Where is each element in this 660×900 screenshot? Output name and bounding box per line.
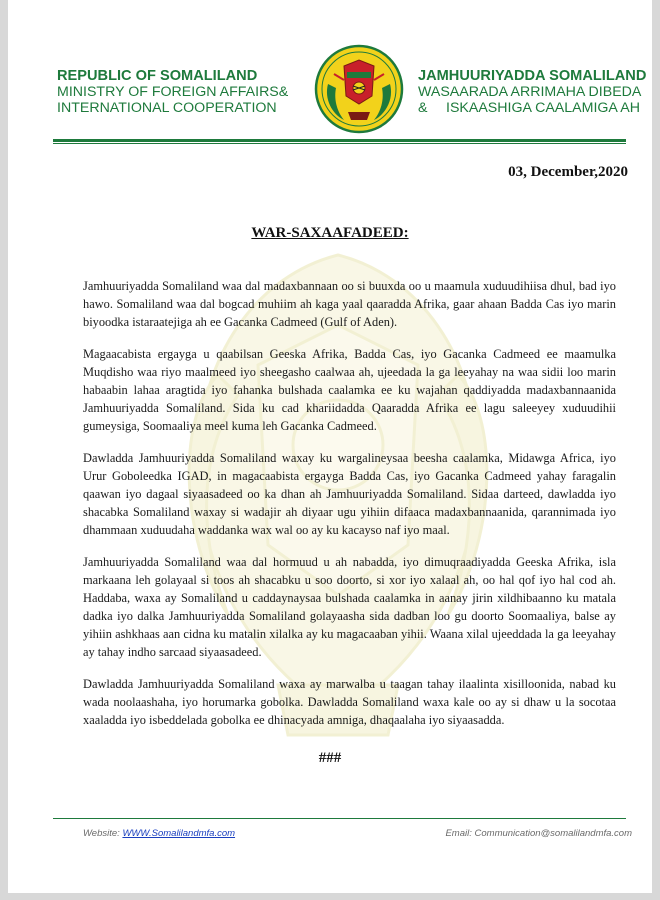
header-somali-block <box>418 68 652 116</box>
header-ministry-name-somali-cont: ISKAASHIGA CAALAMIGA AH <box>446 100 640 116</box>
paragraph: Magaacabista ergayga u qaabilsan Geeska Afrika, Badda Cas, iyo Gacanka Cadmeed ee maamulka Muqdisho waa riyo maalmeed iyo sheegasho caalwaa ah, ujeedada la ga leeyahay na waa sidii loo marin habaabin lahaa aragtida iyo fahanka bulshada caalamka ee ku wajahan qaddiyadda madaxbannaanida Jamhuuriyadda Somaliland. Sida ku cad khariidadda Qaaradda Afrika ee lagu saleeyey xuduudihii gumeysiga, Soomaaliya meel kuma leh Gacanka Cadmeed. <box>83 347 616 433</box>
paragraph: Jamhuuriyadda Somaliland waa dal hormuud u ah nabadda, iyo dimuqraadiyadda Geeska Afrika, isla markaana leh golayaal si toos ah shacabku u soo doorto, si xor iyo xalaal ah, oo hal qof iyo hal cod ah. Haddaba, waxa ay Somaliland u caddaynaysaa bulshada caalamka in aanay jirin xildhibaanno ku matala dadka iyo dalka Jamhuuriyadda Somaliland golayaasha sida dadban loo gu doorto Soomaaliya, balse ay yihiin ashkhaas aan cidna ku matalin xilalka ay ku magacaaban yihii. Waana xilal ujeeddada la ga leeyahay ay tahay indho sarcaad siyaasadeed. <box>83 555 616 659</box>
document-body <box>83 277 616 743</box>
footer-divider <box>53 818 626 819</box>
letter-page <box>8 0 652 893</box>
header-ministry-name-cont: INTERNATIONAL COOPERATION <box>57 100 277 116</box>
header-ampersand: & <box>418 100 428 116</box>
paragraph: Jamhuuriyadda Somaliland waa dal madaxbannaan oo si buuxda oo u maamula xuduudihiisa dhul, bad iyo hawo. Somaliland waa dal bogcad muhiim ah kaga yaal qaaradda Afrika, gaar ahaan Badda Cas iyo marin biyoodka istaraatejiga ah ee Gacanka Cadmeed (Gulf of Aden). <box>83 279 616 329</box>
footer-website <box>83 828 235 839</box>
header-divider-thick <box>53 139 626 142</box>
paragraph: Dawladda Jamhuuriyadda Somaliland waxa ay marwalba u taagan tahay ilaalinta xisilloonida, nabad ku wada noolaashaha, iyo horumarka gobolka. Dawladda Somaliland waxa kale oo ay si dhaw u la socotaa xaaladda iyo isbeddelada gobolka ee dhinacyada amniga, dhaqaalaha iyo siyaasadda. <box>83 677 616 727</box>
header-divider-thin <box>53 143 626 144</box>
document-date: 03, December,2020 <box>508 164 628 180</box>
footer-email-label: Email: <box>445 828 472 839</box>
footer-website-link[interactable]: WWW.Somalilandmfa.com <box>122 828 236 839</box>
document-title: WAR-SAXAAFADEED: <box>251 225 409 241</box>
somaliland-seal-logo <box>314 44 404 134</box>
header-republic-name-somali: JAMHUURIYADDA SOMALILAND <box>418 68 647 84</box>
header-ministry-name: MINISTRY OF FOREIGN AFFAIRS& <box>57 84 289 100</box>
end-mark: ### <box>318 750 342 766</box>
header-republic-name: REPUBLIC OF SOMALILAND <box>57 68 258 84</box>
footer-website-label: Website: <box>83 828 120 839</box>
footer-email <box>445 828 632 839</box>
header-english-block <box>57 68 307 116</box>
header-ministry-name-somali: WASAARADA ARRIMAHA DIBEDA <box>418 84 642 100</box>
footer-email-address[interactable]: Communication@somalilandmfa.com <box>474 828 632 839</box>
paragraph: Dawladda Jamhuuriyadda Somaliland waxay ku wargalineysaa beesha caalamka, Midawga Africa, iyo Urur Goboleedka IGAD, in magacaabista ergayga Badda Cas, iyo Gacanka Cadmeed yahay faragalin qaawan iyo dagaal siyaasadeed oo ka dhan ah Jamhuuriyadda Somaliland. Sidaa darteed, dawladda iyo shacabka Somaliland waxay si wadajir ah diyaar ugu yihiin difaaca madaxbannaanida, qarannimada iyo dhammaan xuduudaha waddanka wax wal oo ay ku kacayso naf iyo maal. <box>83 451 616 537</box>
